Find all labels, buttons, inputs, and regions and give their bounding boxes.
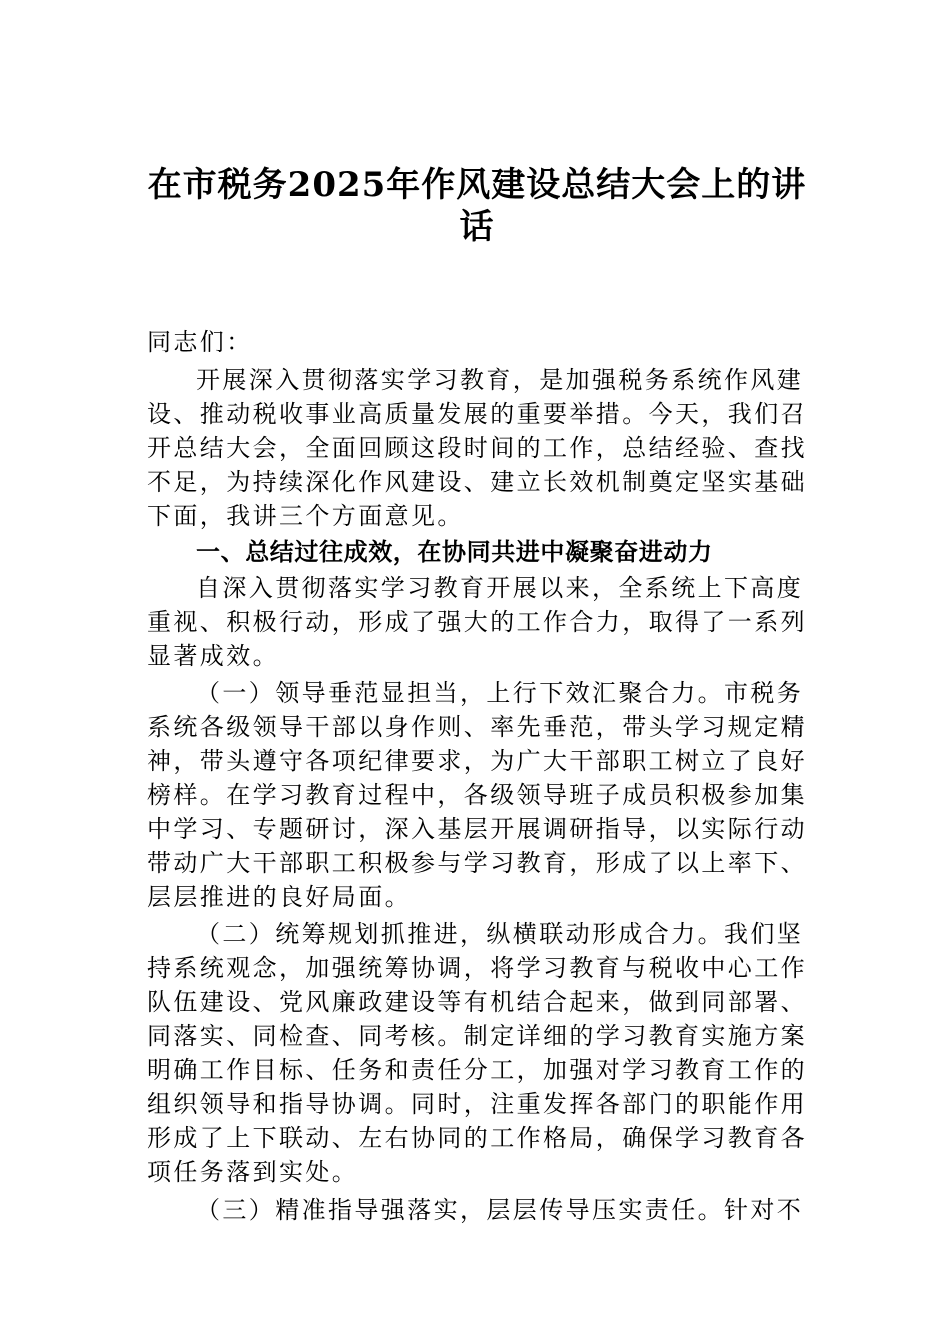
text-line: 系统各级领导干部以身作则、率先垂范，带头学习规定精 xyxy=(147,713,807,741)
subsection-line: （三）精准指导强落实，层层传导压实责任。针对不 xyxy=(196,1196,804,1224)
text-line: 同落实、同检查、同考核。制定详细的学习教育实施方案 xyxy=(147,1022,807,1050)
text-line: 中学习、专题研讨，深入基层开展调研指导，以实际行动 xyxy=(147,815,807,843)
text-line: 项任务落到实处。 xyxy=(147,1158,359,1186)
text-line: 设、推动税收事业高质量发展的重要举措。今天，我们召 xyxy=(147,400,807,428)
text-line: 带动广大干部职工积极参与学习教育，形成了以上率下、 xyxy=(147,849,807,877)
text-line: 显著成效。 xyxy=(147,642,279,670)
document-title-line-2: 话 xyxy=(459,207,495,247)
text-line: 开展深入贯彻落实学习教育，是加强税务系统作风建 xyxy=(196,366,804,394)
salutation: 同志们： xyxy=(147,328,253,356)
text-line: 下面，我讲三个方面意见。 xyxy=(147,502,464,530)
text-line: 榜样。在学习教育过程中，各级领导班子成员积极参加集 xyxy=(147,781,807,809)
text-line: 明确工作目标、任务和责任分工，加强对学习教育工作的 xyxy=(147,1056,807,1084)
subsection-line: （二）统筹规划抓推进，纵横联动形成合力。我们坚 xyxy=(196,920,804,948)
text-line: 开总结大会，全面回顾这段时间的工作，总结经验、查找 xyxy=(147,434,807,462)
text-line: 形成了上下联动、左右协同的工作格局，确保学习教育各 xyxy=(147,1124,807,1152)
text-line: 队伍建设、党风廉政建设等有机结合起来，做到同部署、 xyxy=(147,988,807,1016)
section-heading-1: 一、总结过往成效，在协同共进中凝聚奋进动力 xyxy=(196,538,713,566)
subsection-line: （一）领导垂范显担当，上行下效汇聚合力。市税务 xyxy=(196,679,804,707)
text-line: 层层推进的良好局面。 xyxy=(147,883,411,911)
text-line: 持系统观念，加强统筹协调，将学习教育与税收中心工作 xyxy=(147,954,807,982)
text-line: 重视、积极行动，形成了强大的工作合力，取得了一系列 xyxy=(147,608,807,636)
text-line: 神，带头遵守各项纪律要求，为广大干部职工树立了良好 xyxy=(147,747,807,775)
text-line: 不足，为持续深化作风建设、建立长效机制奠定坚实基础 xyxy=(147,468,807,496)
text-line: 组织领导和指导协调。同时，注重发挥各部门的职能作用 xyxy=(147,1090,807,1118)
text-line: 自深入贯彻落实学习教育开展以来，全系统上下高度 xyxy=(196,574,804,602)
document-title-line-1: 在市税务2025年作风建设总结大会上的讲 xyxy=(147,165,807,205)
